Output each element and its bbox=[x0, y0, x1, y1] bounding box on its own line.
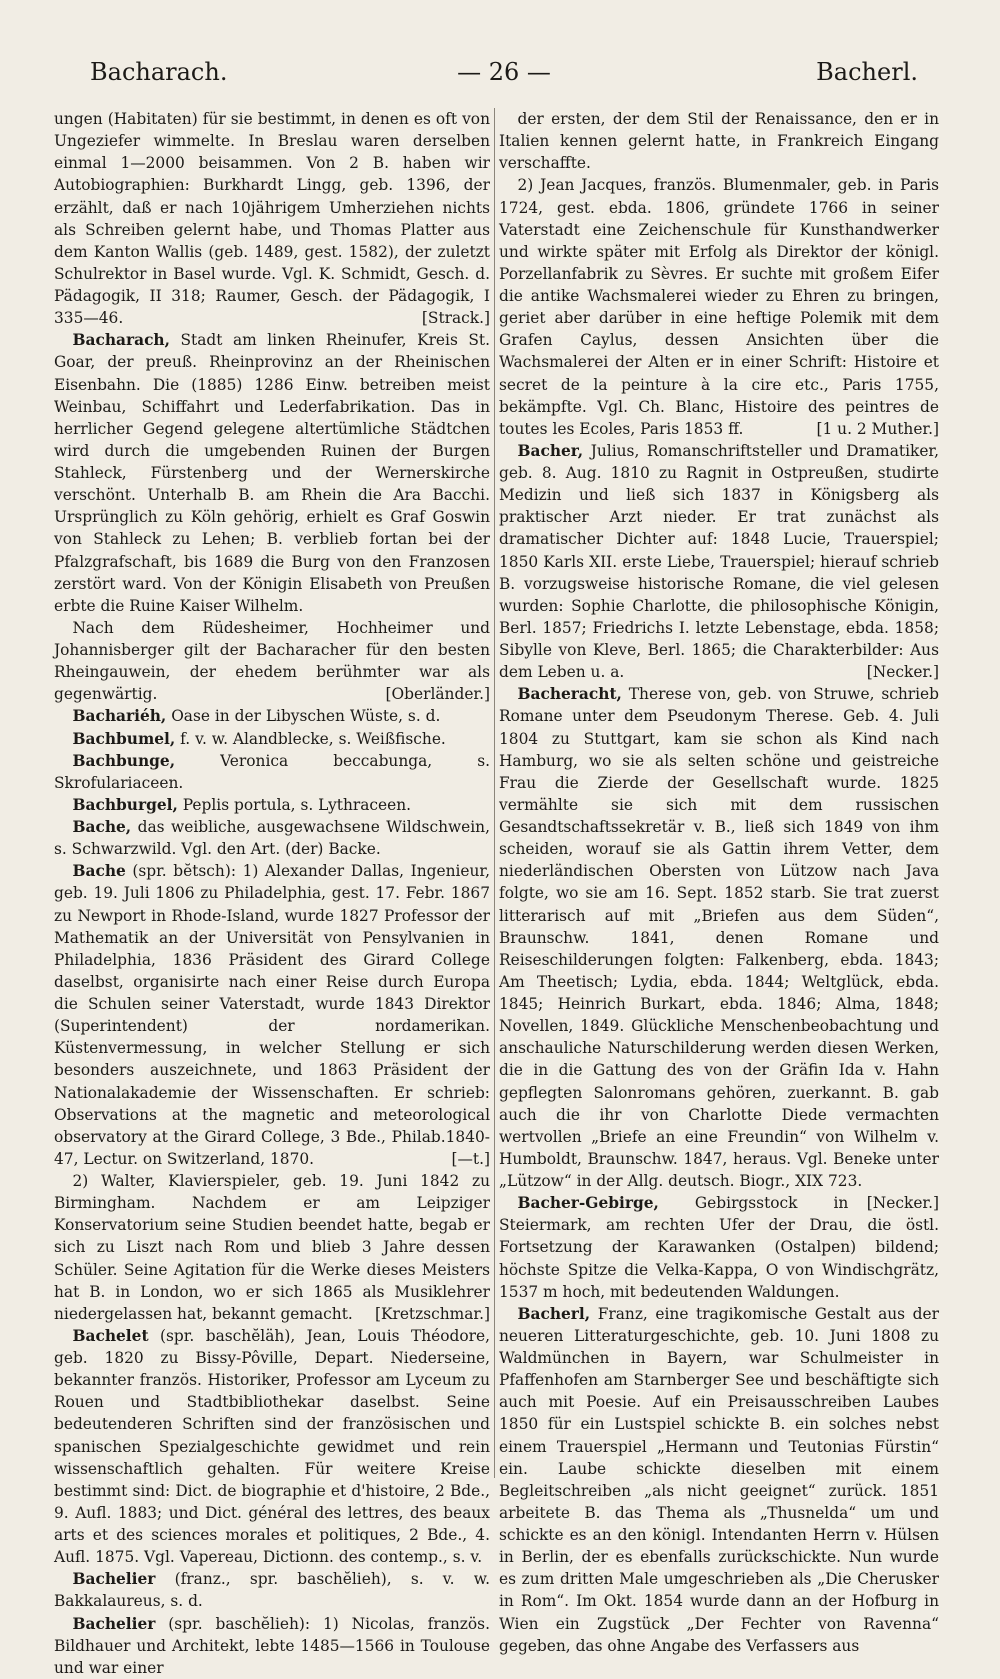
entry-text: f. v. w. Alandblecke, s. Weißfische. bbox=[180, 729, 446, 748]
author-signature: [1 u. 2 Muther.] bbox=[816, 419, 939, 438]
dictionary-entry bbox=[499, 1303, 939, 1657]
entry-text: (spr. bĕtsch): 1) Alexander Dallas, Ingenieur, geb. 19. Juli 1806 zu Philadelphia, gest. 17. Febr. 1867 zu Newport in Rhode-Island, wurde 1827 Professor der Mathematik an der Universität von Pensylvanien in Philadelphia, 1836 Präsident des Girard College daselbst, organisirte nach einer Reise durch Europa die Schulen seiner Vaterstadt, wurde 1843 Direktor (Superintendent) der nordamerikan. Küstenvermessung, in welcher Stellung er sich besonders auszeichnete, und 1863 Präsident der Nationalakademie der Wissenschaften. Er schrieb: Observations at the magnetic and meteorological observatory at the Girard College, 3 Bde., Philab.1840-47, Lectur. on Switzerland, 1870. bbox=[54, 862, 490, 1168]
entry-text: Therese von, geb. von Struwe, schrieb Romane unter dem Pseudonym Therese. Geb. 4. Juli 1804 zu Stuttgart, kam sie schon als Kind nach Hamburg, wo sie als selten schöne und geistreiche Frau die Zierde der Gesellschaft wurde. 1825 vermählte sie sich mit dem russischen Gesandtschaftssekretär v. B., ließ sich 1849 von ihm scheiden, worauf sie als Gattin ihrem Vetter, dem niederländischen Obersten von Lützow nach Java folgte, wo sie am 16. Sept. 1852 starb. Sie trat zuerst litterarisch auf mit „Briefen aus dem Süden“, Braunschw. 1841, denen Romane und Reiseschilderungen folgten: Falkenberg, ebda. 1843; Am Theetisch; Lydia, ebda. 1844; Weltglück, ebda. 1845; Heinrich Burkart, ebda. 1846; Alma, 1848; Novellen, 1849. Glückliche Menschenbeobachtung und anschauliche Naturschilderung werden diesen Werken, die in die Gattung des von der Gräfin Ida v. Hahn gepflegten Salonromans gehören, zuerkannt. B. gab auch die ihr von Charlotte Diede vermachten wertvollen „Briefe an eine Freundin“ von Wilhelm v. Humboldt, Braunschw. 1847, heraus. Vgl. Beneke unter „Lützow“ in der Allg. deutsch. Biogr., XIX 723. bbox=[499, 685, 939, 1190]
entry-text: 2) Walter, Klavierspieler, geb. 19. Juni 1842 zu Birmingham. Nachdem er am Leipziger Konservatorium seine Studien beendet hatte, begab er sich zu Liszt nach Rom und blieb 3 Jahre dessen Schüler. Seine Agitation für die Werke dieses Meisters hat B. in London, wo er sich 1865 als Musiklehrer niedergelassen hat, bekannt gemacht. bbox=[54, 1172, 490, 1323]
dictionary-entry bbox=[54, 1568, 490, 1612]
author-signature: [—t.] bbox=[451, 1149, 490, 1168]
entry-headword: Bacherl, bbox=[517, 1304, 591, 1323]
dictionary-entry bbox=[54, 705, 490, 727]
entry-headword: Bachelet bbox=[72, 1326, 149, 1345]
column-divider bbox=[494, 108, 495, 1478]
right-column bbox=[499, 108, 939, 1657]
entry-text: 2) Jean Jacques, französ. Blumenmaler, geb. in Paris 1724, gest. ebda. 1806, gründete 1766 in seiner Vaterstadt eine Zeichenschule für Kunsthandwerker und wirkte später mit Erfolg als Direktor der königl. Porzellanfabrik zu Sèvres. Er suchte mit großem Eifer die antike Wachsmalerei wieder zu Ehren zu bringen, geriet aber darüber in eine heftige Polemik mit dem Grafen Caylus, dessen Ansichten über die Wachsmalerei der Alten er in einer Schrift: Histoire et secret de la peinture à la cire etc., Paris 1755, bekämpfte. Vgl. Ch. Blanc, Histoire des peintres de toutes les Ecoles, Paris 1853 ff. bbox=[499, 176, 939, 438]
dictionary-entry bbox=[54, 329, 490, 617]
page-number: — 26 — bbox=[457, 58, 551, 86]
entry-headword: Bache bbox=[72, 862, 126, 881]
dictionary-entry bbox=[54, 728, 490, 750]
dictionary-entry bbox=[499, 440, 939, 683]
dictionary-entry bbox=[54, 750, 490, 794]
entry-headword: Bachariéh, bbox=[72, 707, 167, 726]
running-head-left: Bacharach. bbox=[90, 58, 228, 86]
author-signature: [Oberländer.] bbox=[385, 685, 490, 704]
entry-headword: Bachbunge, bbox=[72, 751, 176, 770]
author-signature: [Necker.] bbox=[866, 663, 939, 682]
entry-text: Veronica beccabunga, s. Skrofulariaceen. bbox=[54, 751, 490, 792]
entry-text: das weibliche, ausgewachsene Wildschwein, s. Schwarzwild. Vgl. den Art. (der) Backe. bbox=[54, 818, 490, 859]
entry-headword: Bacher-Gebirge, bbox=[517, 1194, 659, 1213]
entry-headword: Bache, bbox=[72, 818, 132, 836]
running-head-right: Bacherl. bbox=[816, 58, 918, 86]
dictionary-entry bbox=[54, 794, 490, 816]
author-signature: [Kretzschmar.] bbox=[374, 1304, 490, 1323]
entry-text: Stadt am linken Rheinufer, Kreis St. Goar, der preuß. Rheinprovinz an der Rheinischen Eisenbahn. Die (1885) 1286 Einw. betreiben meist Weinbau, Schiffahrt und Lederfabrikation. Das in herrlicher Gegend gelegene altertümliche Städtchen wird durch die umgebenden Ruinen der Burgen Stahleck, Fürstenberg und der Wernerskirche verschönt. Unterhalb B. am Rhein die Ara Bacchi. Ursprünglich zu Köln gehörig, erhielt es Graf Goswin von Stahleck zu Lehen; B. verblieb fortan bei der Pfalzgrafschaft, bis 1689 die Burg von den Franzosen zerstört ward. Von der Königin Elisabeth von Preußen erbte die Ruine Kaiser Wilhelm. bbox=[54, 331, 490, 615]
author-signature: [Strack.] bbox=[421, 309, 490, 328]
entry-headword: Bacharach, bbox=[72, 331, 170, 350]
entry-text: (franz., spr. baschĕlieh), s. v. w. Bakkalaureus, s. d. bbox=[54, 1570, 490, 1611]
entry-text: (spr. baschĕlieh): 1) Nicolas, französ. Bildhauer und Architekt, lebte 1485—1566 in Toulouse und war einer bbox=[54, 1614, 490, 1677]
dictionary-entry bbox=[499, 174, 939, 440]
entry-text: Gebirgsstock in Steiermark, am rechten Ufer der Drau, die östl. Fortsetzung der Karawanken (Ostalpen) bildend; höchste Spitze die Velka-Kappa, O von Windischgrätz, 1537 m hoch, mit bedeutenden Waldungen. bbox=[499, 1194, 939, 1301]
dictionary-entry bbox=[54, 1325, 490, 1568]
entry-text: der ersten, der dem Stil der Renaissance, den er in Italien kennen gelernt hatte, in Frankreich Eingang verschaffte. bbox=[499, 110, 939, 173]
dictionary-entry bbox=[54, 816, 490, 860]
left-column bbox=[54, 108, 490, 1679]
dictionary-entry bbox=[54, 860, 490, 1170]
entry-headword: Bachelier bbox=[72, 1614, 156, 1633]
entry-text: Nach dem Rüdesheimer, Hochheimer und Johannisberger gilt der Bacharacher für den besten Rheingauwein, der ehedem berühmter war als gegenwärtig. bbox=[54, 618, 490, 704]
entry-text: Peplis portula, s. Lythraceen. bbox=[182, 795, 412, 814]
entry-text: Oase in der Libyschen Wüste, s. d. bbox=[171, 707, 441, 726]
entry-headword: Bacher, bbox=[517, 441, 584, 460]
entry-text: (spr. baschĕläh), Jean, Louis Théodore, geb. 1820 zu Bissy-Pôville, Depart. Niederseine, bekannter französ. Historiker, Professor am Lyceum zu Rouen und Stadtbibliothekar daselbst. Seine bedeutenderen Schriften sind der französischen und spanischen Spezialgeschichte gewidmet und rein wissenschaftlich gehalten. Für weitere Kreise bestimmt sind: Dict. de biographie et d'histoire, 2 Bde., 9. Aufl. 1883; und Dict. général des lettres, des beaux arts et des sciences morales et politiques, 2 Bde., 4. Aufl. 1875. Vgl. Vapereau, Dictionn. des contemp., s. v. bbox=[54, 1326, 490, 1567]
entry-headword: Bachbumel, bbox=[72, 729, 176, 748]
dictionary-entry bbox=[54, 108, 490, 329]
dictionary-entry bbox=[499, 108, 939, 174]
entry-text: Franz, eine tragikomische Gestalt aus der neueren Litteraturgeschichte, geb. 10. Juni 1808 zu Waldmünchen in Bayern, war Schulmeister in Pfaffenhofen am Starnberger See und beschäftigte sich auch mit Poesie. Auf ein Preisausschreiben Laubes 1850 für ein Lustspiel schickte B. ein solches nebst einem Trauerspiel „Hermann und Teutonias Fürstin“ ein. Laube schickte dieselben mit einem Begleitschreiben „als nicht geeignet“ zurück. 1851 arbeitete B. das Thema als „Thusnelda“ um und schickte es an den königl. Intendanten Herrn v. Hülsen in Berlin, der es ebenfalls zurückschickte. Nun wurde es zum dritten Male umgeschrieben als „Die Cherusker in Rom“. Im Okt. 1854 wurde dann an der Hofburg in Wien ein Zugstück „Der Fechter von Ravenna“ gegeben, das ohne Angabe des Verfassers aus bbox=[499, 1304, 939, 1655]
author-signature: [Necker.] bbox=[866, 1194, 939, 1213]
entry-headword: Bacheracht, bbox=[517, 685, 622, 704]
page-header bbox=[90, 58, 918, 96]
dictionary-entry bbox=[54, 1170, 490, 1325]
entry-headword: Bachelier bbox=[72, 1570, 156, 1589]
entry-text: Julius, Romanschriftsteller und Dramatiker, geb. 8. Aug. 1810 zu Ragnit in Ostpreußen, studirte Medizin und ließ sich 1837 in Königsberg als praktischer Arzt nieder. Er trat zunächst als dramatischer Dichter auf: 1848 Lucie, Trauerspiel; 1850 Karls XII. erste Liebe, Trauerspiel; hierauf schrieb B. vorzugsweise historische Romane, die viel gelesen wurden: Sophie Charlotte, die philosophische Königin, Berl. 1857; Friedrichs I. letzte Lebenstage, ebda. 1858; Sibylle von Kleve, Berl. 1865; die Charakterbilder: Aus dem Leben u. a. bbox=[499, 441, 939, 682]
dictionary-entry bbox=[54, 617, 490, 706]
entry-headword: Bachburgel, bbox=[72, 795, 178, 814]
entry-text: ungen (Habitaten) für sie bestimmt, in denen es oft von Ungeziefer wimmelte. In Breslau waren derselben einmal 1—2000 beisammen. Von 2 B. haben wir Autobiographien: Burkhardt Lingg, geb. 1396, der erzählt, daß er nach 10jährigem Umherziehen nichts als Schreiben gelernt habe, und Thomas Platter aus dem Kanton Wallis (geb. 1489, gest. 1582), der zuletzt Schulrektor in Basel wurde. Vgl. K. Schmidt, Gesch. d. Pädagogik, II 318; Raumer, Gesch. der Pädagogik, I 335—46. bbox=[54, 110, 490, 328]
dictionary-entry bbox=[54, 1613, 490, 1679]
